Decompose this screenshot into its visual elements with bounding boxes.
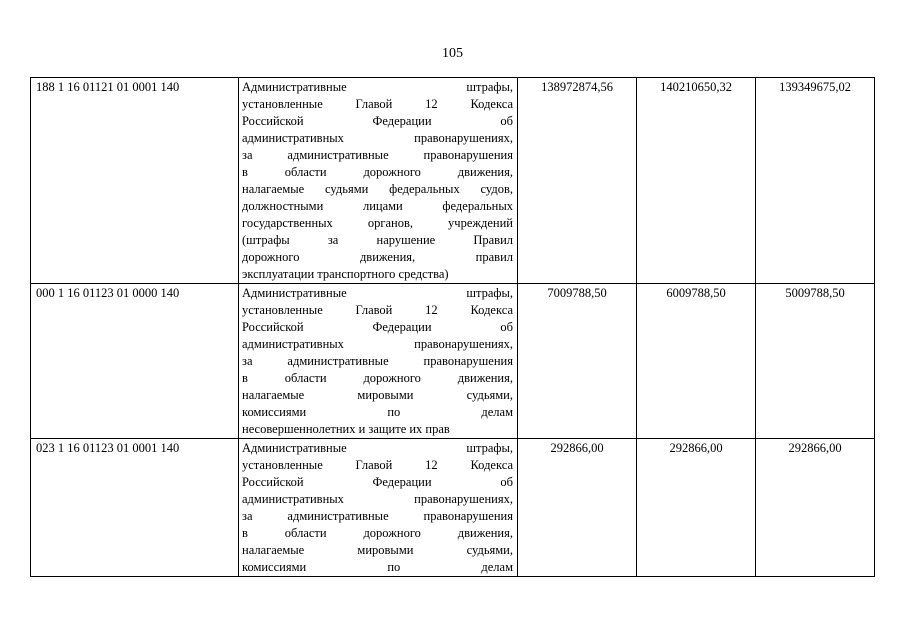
description-line: комиссиями по делам [242, 560, 513, 574]
amount-cell-3: 139349675,02 [756, 78, 875, 284]
budget-code-cell: 023 1 16 01123 01 0001 140 [31, 439, 239, 577]
amount-cell-2: 140210650,32 [637, 78, 756, 284]
amount-cell-3: 5009788,50 [756, 284, 875, 439]
description-line: должностными лицами федеральных [242, 199, 513, 213]
description-line: Российской Федерации об [242, 114, 513, 128]
description-line: эксплуатации транспортного средства) [242, 267, 449, 281]
table-row [31, 78, 875, 284]
description-line: в области дорожного движения, [242, 526, 513, 540]
table-row [31, 439, 875, 577]
description-line: Административные штрафы, [242, 80, 513, 94]
description-line: за административные правонарушения [242, 148, 513, 162]
description-line: налагаемые судьями федеральных судов, [242, 182, 513, 196]
description-line: в области дорожного движения, [242, 165, 513, 179]
description-line: за административные правонарушения [242, 509, 513, 523]
description-line: Административные штрафы, [242, 286, 513, 300]
description-line: комиссиями по делам [242, 405, 513, 419]
description-line: (штрафы за нарушение Правил [242, 233, 513, 247]
description-line: налагаемые мировыми судьями, [242, 543, 513, 557]
description-line: в области дорожного движения, [242, 371, 513, 385]
budget-code-cell: 188 1 16 01121 01 0001 140 [31, 78, 239, 284]
description-line: административных правонарушениях, [242, 492, 513, 506]
amount-cell-1: 138972874,56 [518, 78, 637, 284]
description-line: несовершеннолетних и защите их прав [242, 422, 450, 436]
description-line: установленные Главой 12 Кодекса [242, 303, 513, 317]
amount-cell-1: 292866,00 [518, 439, 637, 577]
description-line: установленные Главой 12 Кодекса [242, 97, 513, 111]
description-cell [239, 78, 518, 284]
page-number: 105 [442, 46, 463, 61]
description-line: Российской Федерации об [242, 320, 513, 334]
amount-cell-2: 6009788,50 [637, 284, 756, 439]
description-line: Российской Федерации об [242, 475, 513, 489]
description-line: административных правонарушениях, [242, 337, 513, 351]
description-line: налагаемые мировыми судьями, [242, 388, 513, 402]
description-line: Административные штрафы, [242, 441, 513, 455]
description-line: административных правонарушениях, [242, 131, 513, 145]
budget-table [30, 77, 875, 577]
table-row [31, 284, 875, 439]
description-cell [239, 284, 518, 439]
budget-code-cell: 000 1 16 01123 01 0000 140 [31, 284, 239, 439]
description-line: государственных органов, учреждений [242, 216, 513, 230]
amount-cell-1: 7009788,50 [518, 284, 637, 439]
description-line: установленные Главой 12 Кодекса [242, 458, 513, 472]
description-cell [239, 439, 518, 577]
amount-cell-2: 292866,00 [637, 439, 756, 577]
description-line: за административные правонарушения [242, 354, 513, 368]
amount-cell-3: 292866,00 [756, 439, 875, 577]
description-line: дорожного движения, правил [242, 250, 513, 264]
